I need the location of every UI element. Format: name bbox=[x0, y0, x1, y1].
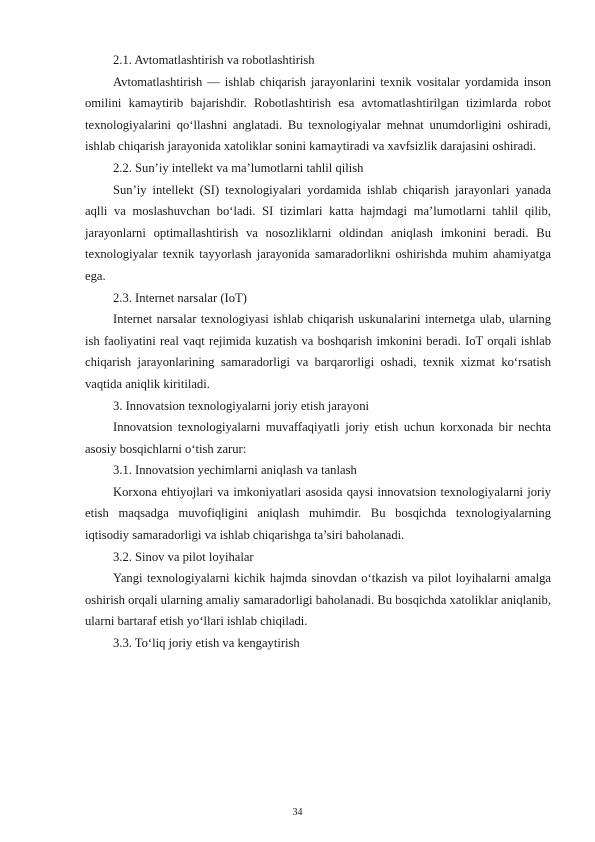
paragraph-iot: Internet narsalar texnologiyasi ishlab chiqarish uskunalarini internetga ulab, ularning ish faoliyatini real vaqt rejimida kuzatish va boshqarish imkonini beradi. IoT orqali ishlab chiqarish jarayonlarining samaradorligi va barqarorligi oshadi, texnik xizmat ko‘rsatish vaqtida aniqlik kiritiladi. bbox=[85, 312, 551, 391]
section-heading-3-1: 3.1. Innovatsion yechimlarni aniqlash va tanlash bbox=[113, 463, 357, 478]
section-heading-2-3: 2.3. Internet narsalar (IoT) bbox=[113, 290, 247, 305]
paragraph-selection: Korxona ehtiyojlari va imkoniyatlari asosida qaysi innovatsion texnologiyalarni joriy etish maqsadga muvofiqligini aniqlash muhimdir. Bu bosqichda texnologiyalarning iqtisodiy samaradorligi va ishlab chiqarishga ta’siri baholanadi. bbox=[85, 484, 551, 543]
document-body bbox=[85, 50, 551, 655]
section-heading-2-2: 2.2. Sun’iy intellekt va ma’lumotlarni tahlil qilish bbox=[113, 160, 364, 175]
page-number: 34 bbox=[292, 807, 303, 818]
section-heading-2-1: 2.1. Avtomatlashtirish va robotlashtirish bbox=[113, 53, 315, 67]
paragraph-stages-intro: Innovatsion texnologiyalarni muvaffaqiyatli joriy etish uchun korxonada bir nechta asosiy bosqichlarni o‘tish zarur: bbox=[85, 420, 551, 456]
section-heading-3-2: 3.2. Sinov va pilot loyihalar bbox=[113, 549, 254, 564]
section-heading-3-3: 3.3. To‘liq joriy etish va kengaytirish bbox=[113, 636, 300, 651]
paragraph-automation: Avtomatlashtirish — ishlab chiqarish jarayonlarini texnik vositalar yordamida inson omilini kamaytirib bajarishdir. Robotlashtirish esa avtomatlashtirilgan tizimlarda robot texnologiyalarini qo‘llashni anglatadi. Bu texnologiyalar mehnat unumdorligini oshiradi, ishlab chiqarish jarayonida xatoliklar sonini kamaytiradi va xavfsizlik darajasini oshiradi. bbox=[85, 74, 551, 154]
paragraph-pilot: Yangi texnologiyalarni kichik hajmda sinovdan o‘tkazish va pilot loyihalarni amalga oshirish orqali ularning amaliy samaradorligi baholanadi. Bu bosqichda xatoliklar aniqlanib, ularni bartaraf etish yo‘llari ishlab chiqiladi. bbox=[85, 571, 551, 629]
section-heading-3: 3. Innovatsion texnologiyalarni joriy etish jarayoni bbox=[113, 398, 370, 413]
paragraph-ai: Sun’iy intellekt (SI) texnologiyalari yordamida ishlab chiqarish jarayonlari yanada aqlli va moslashuvchan bo‘ladi. SI tizimlari katta hajmdagi ma’lumotlarni tahlil qilib, jarayonlarni optimallashtirish va nosozliklarni oldindan aniqlash imkonini beradi. Bu texnologiyalar texnik tayyorlash jarayonida samaradorlikni oshirishda muhim ahamiyatga ega. bbox=[85, 182, 551, 283]
